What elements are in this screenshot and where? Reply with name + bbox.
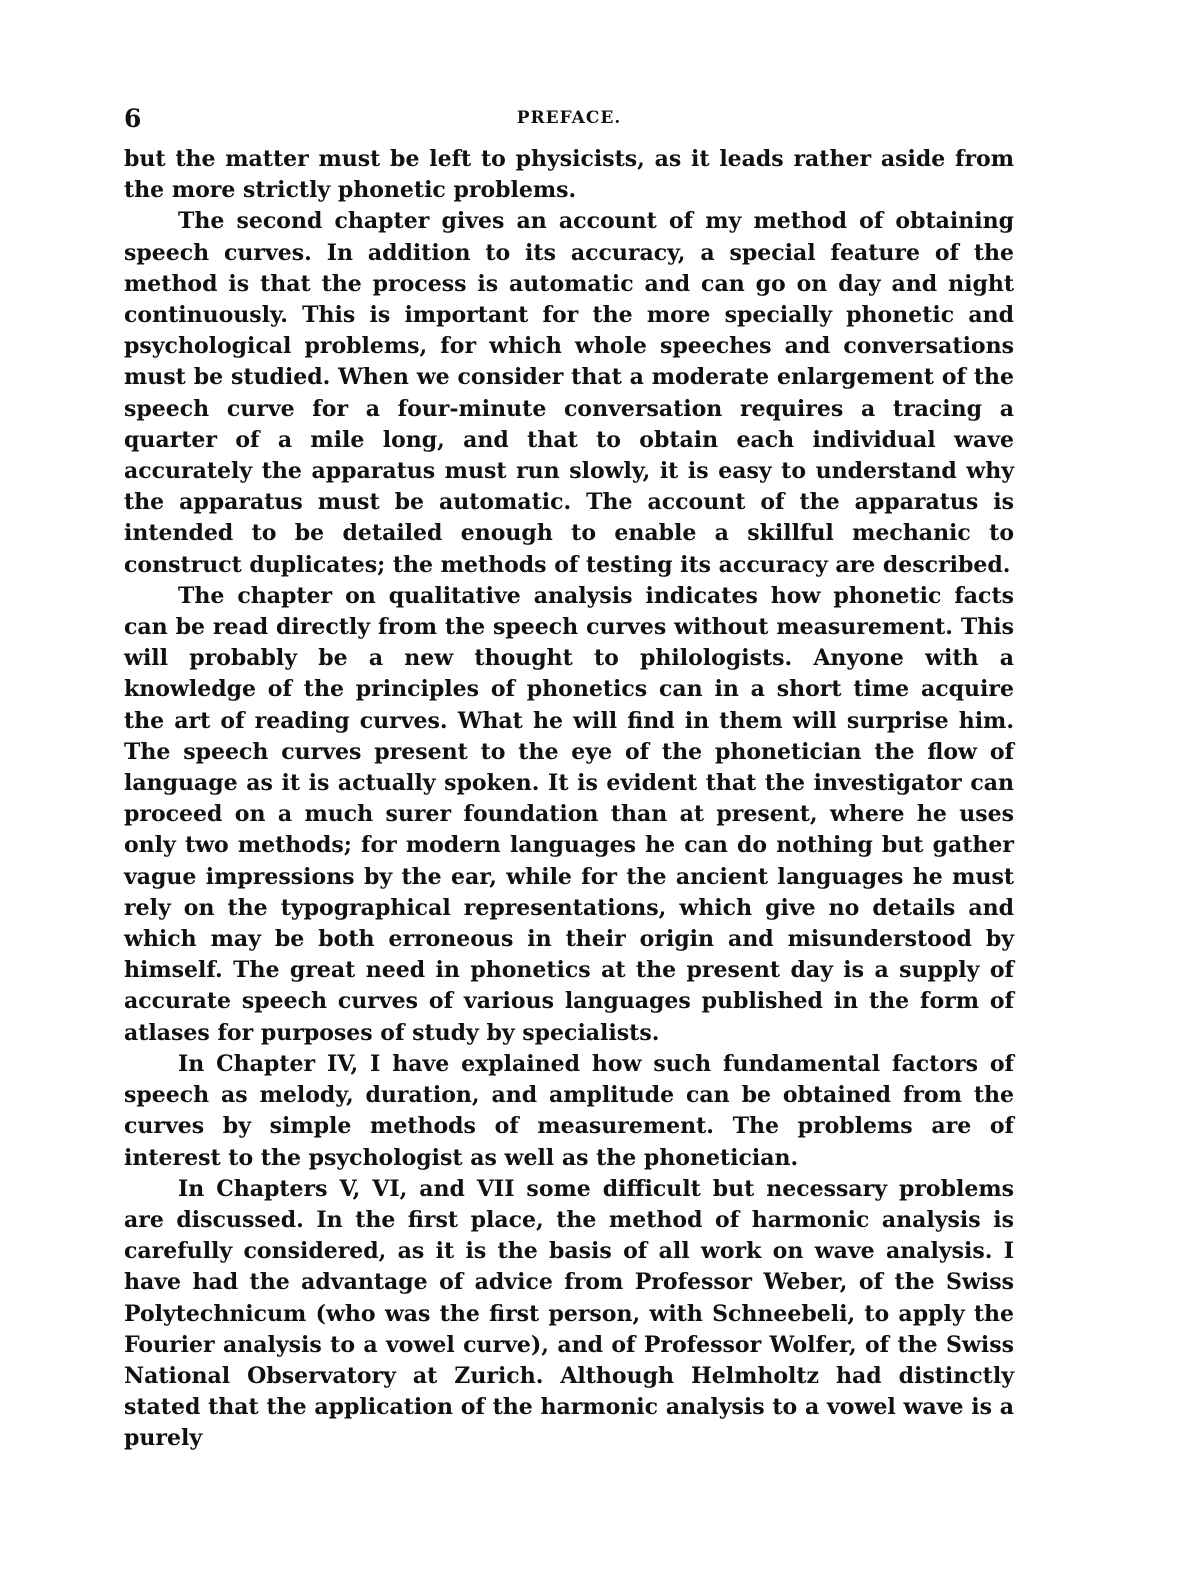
page-header (124, 96, 1014, 136)
paragraph-chapters-v-vi-vii: In Chapters V, VI, and VII some difficult but necessary problems are discussed. In the first place, the method of harmonic analysis is carefully considered, as it is the basis of all work on wave analysis. I have had the advantage of advice from Professor Weber, of the Swiss Polytechnicum (who was the first person, with Schneebeli, to apply the Fourier analysis to a vowel curve), and of Professor Wolfer, of the Swiss National Observatory at Zurich. Although Helmholtz had distinctly stated that the application of the harmonic analysis to a vowel wave is a purely (124, 1175, 1014, 1452)
paragraph-continuation: but the matter must be left to physicists, as it leads rather aside from the more strictly phonetic problems. (124, 146, 1014, 204)
body-text (124, 144, 1014, 1455)
book-page (124, 96, 1014, 1455)
paragraph-second-chapter: The second chapter gives an account of my method of obtaining speech curves. In addition to its accuracy, a special feature of the method is that the process is automatic and can go on day and night continuously. This is important for the more specially phonetic and psychological problems, for which whole speeches and conversations must be studied. When we consider that a moderate enlargement of the speech curve for a four-minute conversation requires a tracing a quarter of a mile long, and that to obtain each individual wave accurately the apparatus must run slowly, it is easy to understand why the apparatus must be automatic. The account of the apparatus is intended to be detailed enough to enable a skillful mechanic to construct duplicates; the methods of testing its accuracy are described. (124, 208, 1014, 578)
paragraph-chapter-iv: In Chapter IV, I have explained how such fundamental factors of speech as melody, duration, and amplitude can be obtained from the curves by simple methods of measurement. The problems are of interest to the psychologist as well as the phonetician. (124, 1050, 1014, 1171)
paragraph-qualitative-analysis: The chapter on qualitative analysis indicates how phonetic facts can be read directly from the speech curves without measurement. This will probably be a new thought to philologists. Anyone with a knowledge of the principles of phonetics can in a short time acquire the art of reading curves. What he will find in them will surprise him. The speech curves present to the eye of the phonetician the flow of language as it is actually spoken. It is evident that the investigator can proceed on a much surer foundation than at present, where he uses only two methods; for modern languages he can do nothing but gather vague impressions by the ear, while for the ancient languages he must rely on the typographical representations, which give no details and which may be both erroneous in their origin and misunderstood by himself. The great need in phonetics at the present day is a supply of accurate speech curves of various languages published in the form of atlases for purposes of study by specialists. (124, 582, 1014, 1046)
running-head: PREFACE. (516, 108, 622, 128)
page-number: 6 (124, 104, 142, 133)
